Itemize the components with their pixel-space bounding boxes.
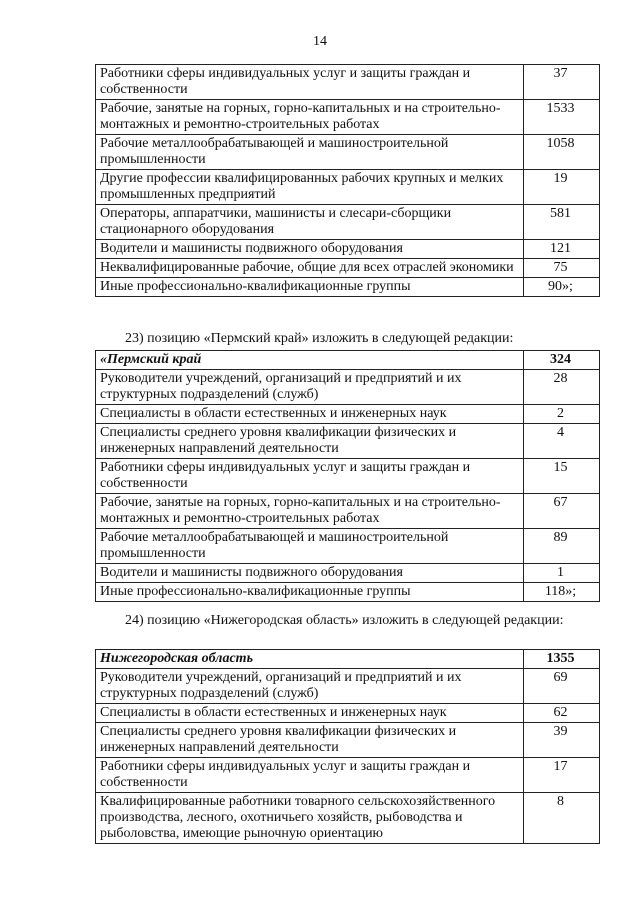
table-nizhny-novgorod-body [96, 650, 600, 844]
row-name: Специалисты среднего уровня квалификации физических и инженерных направлений деятельности [96, 723, 524, 758]
row-value: 67 [524, 494, 600, 529]
row-name: Другие профессии квалифицированных рабочих крупных и мелких промышленных предприятий [96, 170, 524, 205]
table-row [96, 278, 600, 297]
row-name: Рабочие, занятые на горных, горно-капитальных и на строительно-монтажных и ремонтно-строительных работах [96, 100, 524, 135]
row-name: Специалисты в области естественных и инженерных наук [96, 704, 524, 723]
table-row [96, 459, 600, 494]
row-value: 39 [524, 723, 600, 758]
table-row [96, 529, 600, 564]
row-value: 2 [524, 405, 600, 424]
row-name: Неквалифицированные рабочие, общие для всех отраслей экономики [96, 259, 524, 278]
table-row [96, 405, 600, 424]
table-row [96, 65, 600, 100]
row-name: Рабочие, занятые на горных, горно-капитальных и на строительно-монтажных и ремонтно-строительных работах [96, 494, 524, 529]
row-name: Рабочие металлообрабатывающей и машиностроительной промышленности [96, 135, 524, 170]
table-row [96, 758, 600, 793]
table-row [96, 669, 600, 704]
row-name: Квалифицированные работники товарного сельскохозяйственного производства, лесного, охотничьего хозяйств, рыбоводства и рыболовства, имеющие рыночную ориентацию [96, 793, 524, 844]
table-row [96, 370, 600, 405]
row-value: 8 [524, 793, 600, 844]
row-value: 28 [524, 370, 600, 405]
row-name: Специалисты в области естественных и инженерных наук [96, 405, 524, 424]
row-value: 90»; [524, 278, 600, 297]
table-row [96, 205, 600, 240]
region-name: «Пермский край [96, 351, 524, 370]
table-row [96, 583, 600, 602]
row-name: Работники сферы индивидуальных услуг и защиты граждан и собственности [96, 758, 524, 793]
table-row [96, 259, 600, 278]
row-value: 1058 [524, 135, 600, 170]
region-total: 1355 [524, 650, 600, 669]
row-name: Иные профессионально-квалификационные группы [96, 278, 524, 297]
row-name: Руководители учреждений, организаций и предприятий и их структурных подразделений (служб) [96, 669, 524, 704]
table-row [96, 135, 600, 170]
row-value: 121 [524, 240, 600, 259]
row-name: Водители и машинисты подвижного оборудования [96, 240, 524, 259]
row-value: 69 [524, 669, 600, 704]
table-row [96, 564, 600, 583]
row-name: Работники сферы индивидуальных услуг и защиты граждан и собственности [96, 65, 524, 100]
table-row [96, 793, 600, 844]
row-value: 62 [524, 704, 600, 723]
row-name: Руководители учреждений, организаций и предприятий и их структурных подразделений (служб) [96, 370, 524, 405]
table-header-row [96, 351, 600, 370]
table-row [96, 723, 600, 758]
table-perm-krai-body [96, 351, 600, 602]
row-value: 581 [524, 205, 600, 240]
row-value: 37 [524, 65, 600, 100]
row-value: 19 [524, 170, 600, 205]
paragraph-24: 24) позицию «Нижегородская область» изложить в следующей редакции: [125, 613, 564, 628]
row-value: 1533 [524, 100, 600, 135]
row-name: Работники сферы индивидуальных услуг и защиты граждан и собственности [96, 459, 524, 494]
table-nizhny-novgorod [95, 649, 600, 844]
table-row [96, 100, 600, 135]
row-value: 75 [524, 259, 600, 278]
region-total: 324 [524, 351, 600, 370]
table-row [96, 424, 600, 459]
page-number: 14 [313, 34, 327, 49]
paragraph-23: 23) позицию «Пермский край» изложить в следующей редакции: [125, 331, 514, 346]
row-value: 4 [524, 424, 600, 459]
row-name: Водители и машинисты подвижного оборудования [96, 564, 524, 583]
table-row [96, 170, 600, 205]
table-row [96, 494, 600, 529]
region-name: Нижегородская область [96, 650, 524, 669]
table-row [96, 704, 600, 723]
row-name: Иные профессионально-квалификационные группы [96, 583, 524, 602]
row-value: 118»; [524, 583, 600, 602]
row-name: Рабочие металлообрабатывающей и машиностроительной промышленности [96, 529, 524, 564]
row-value: 17 [524, 758, 600, 793]
table-perm-krai [95, 350, 600, 602]
table-continuation-body [96, 65, 600, 297]
row-name: Специалисты среднего уровня квалификации физических и инженерных направлений деятельности [96, 424, 524, 459]
row-value: 1 [524, 564, 600, 583]
row-value: 15 [524, 459, 600, 494]
table-header-row [96, 650, 600, 669]
row-name: Операторы, аппаратчики, машинисты и слесари-сборщики стационарного оборудования [96, 205, 524, 240]
table-row [96, 240, 600, 259]
table-continuation [95, 64, 600, 297]
row-value: 89 [524, 529, 600, 564]
